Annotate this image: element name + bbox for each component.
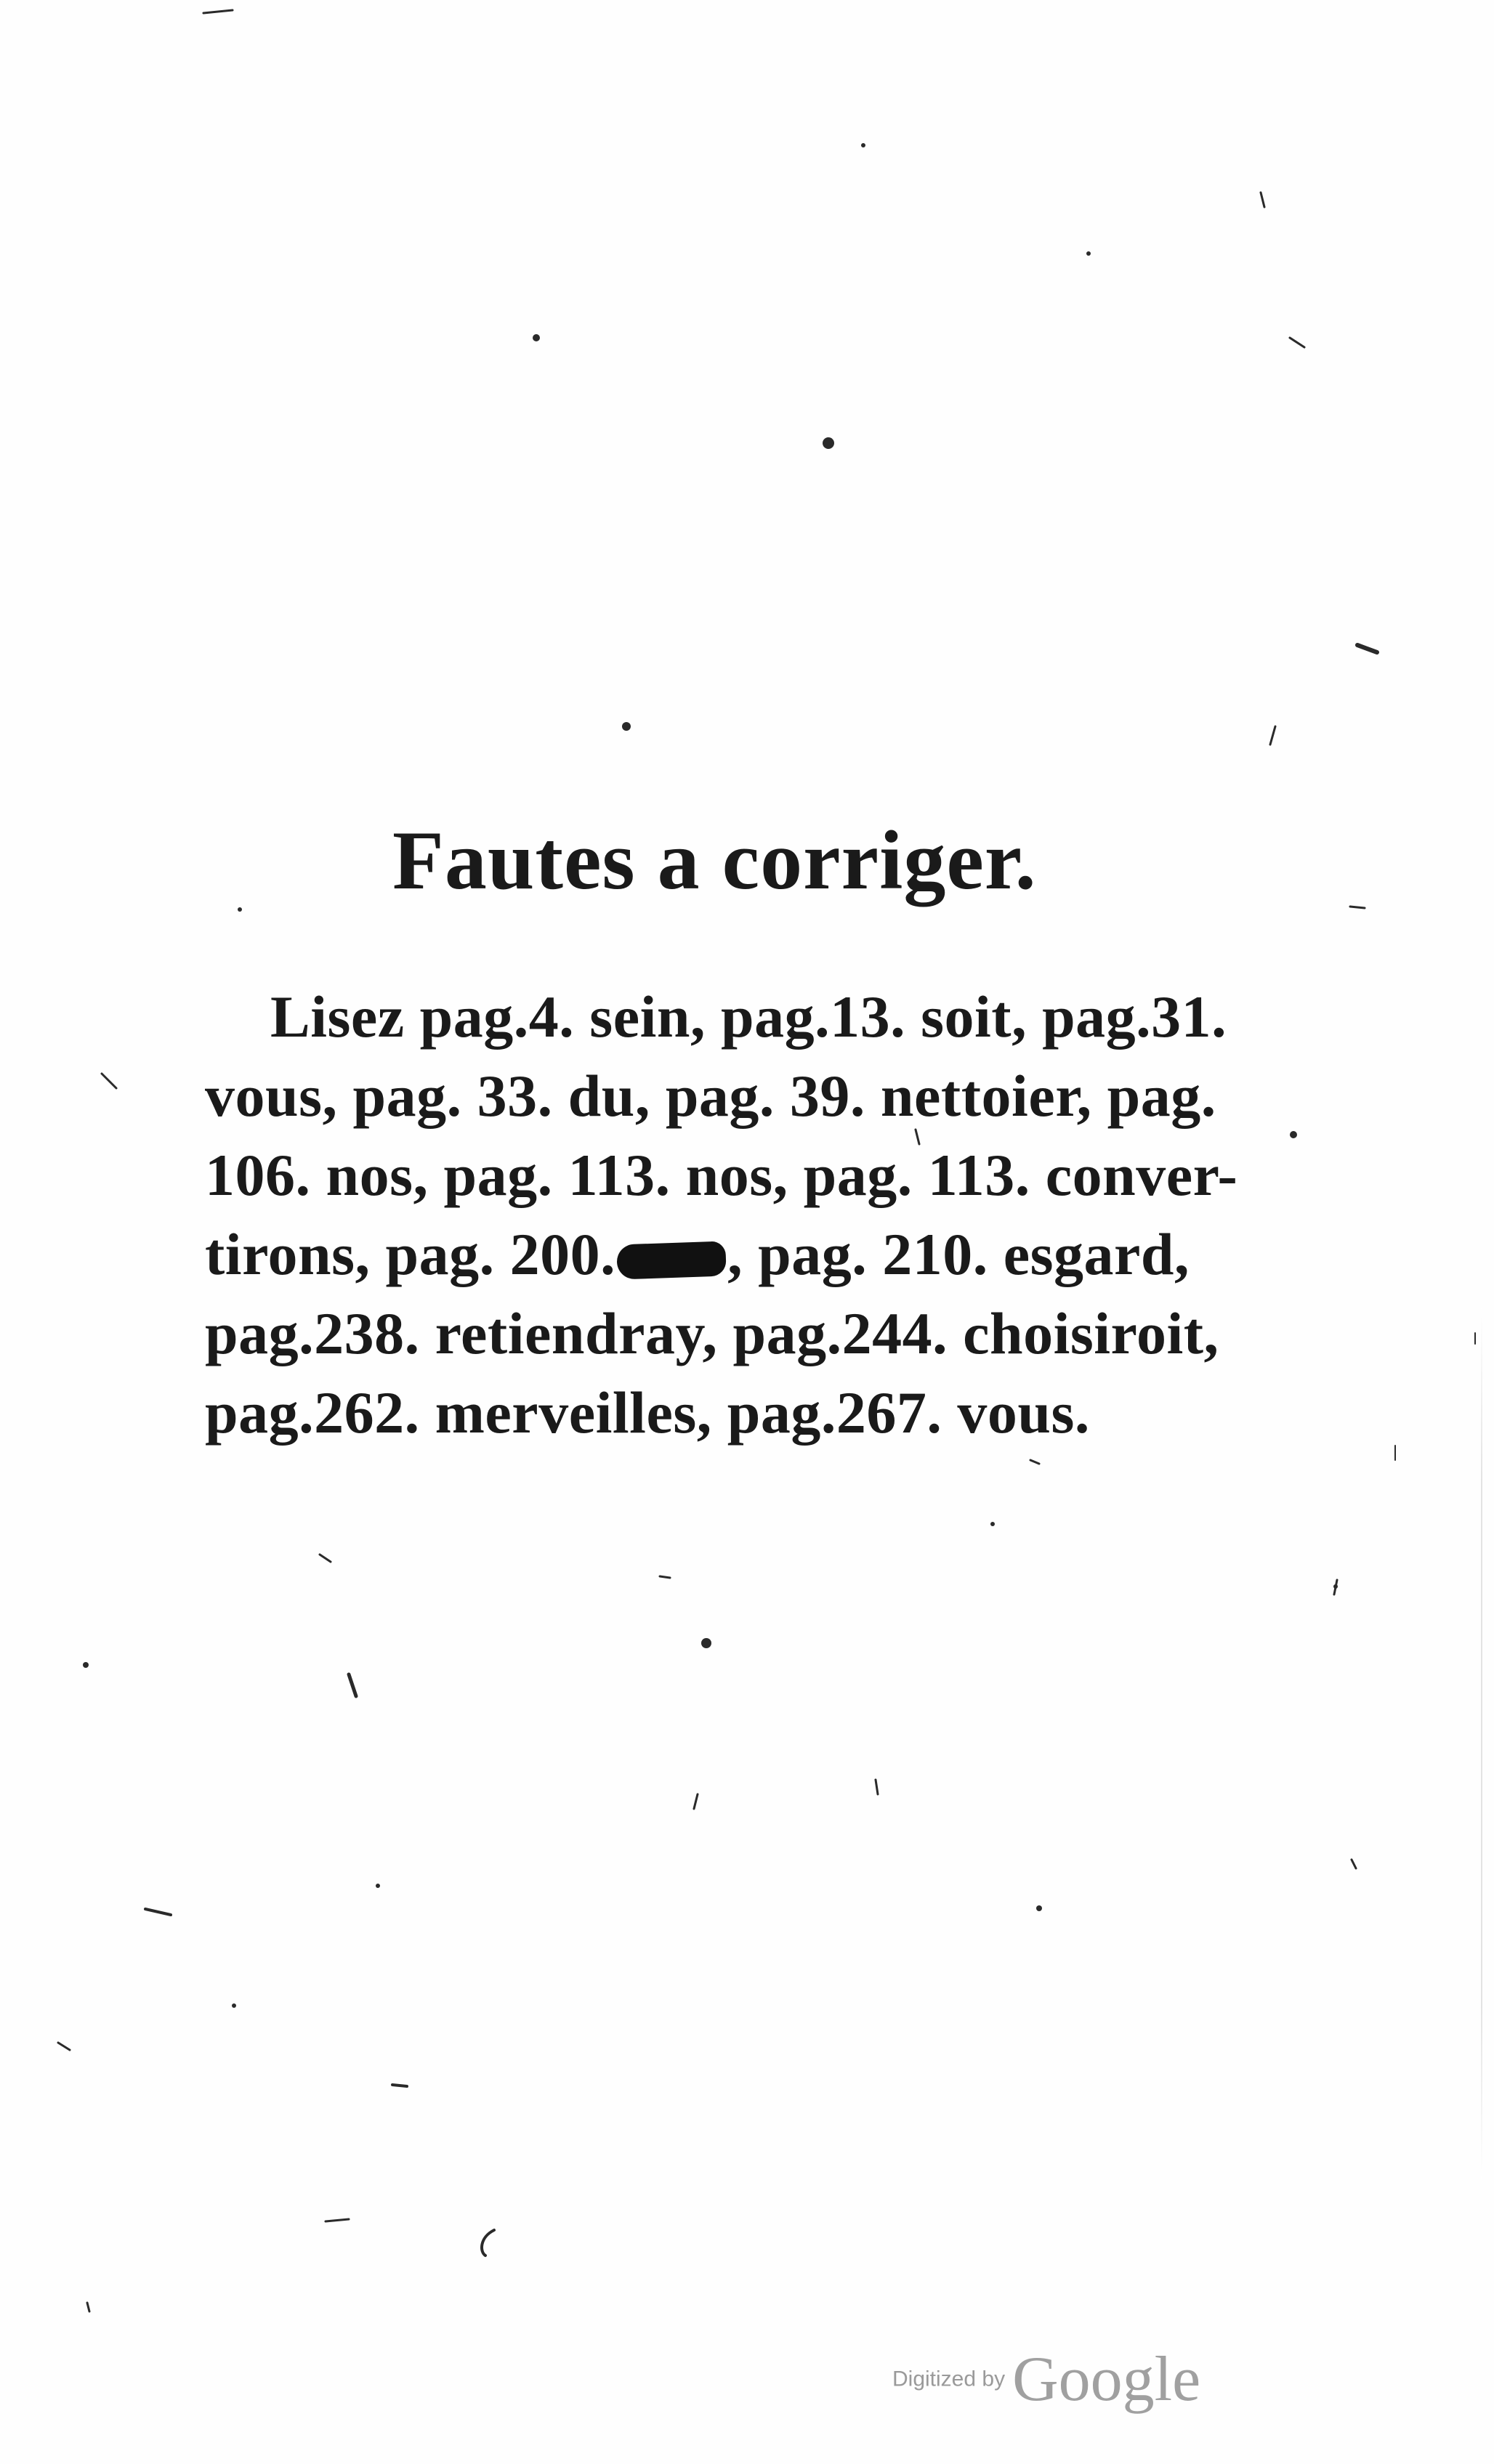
errata-line-prefix: tirons, pag. 200. (205, 1221, 616, 1287)
errata-line-suffix: , pag. 210. esgard, (727, 1221, 1190, 1287)
page-title: Fautes a corriger. (392, 814, 1037, 907)
errata-line: pag.238. retiendray, pag.244. choisiroit, (205, 1300, 1219, 1366)
page-edge-shadow (1481, 1308, 1482, 2179)
digitized-watermark (892, 2343, 1200, 2416)
errata-line: vous, pag. 33. du, pag. 39. nettoier, pag. (205, 1063, 1216, 1129)
errata-line-with-blot (205, 1215, 1251, 1294)
errata-line: 106. nos, pag. 113. nos, pag. 113. conver- (205, 1142, 1238, 1208)
errata-line: Lisez pag.4. sein, pag.13. soit, pag.31. (270, 984, 1227, 1050)
errata-text (205, 977, 1251, 1452)
digitized-by-label: Digitized by (892, 2367, 1006, 2391)
google-logo-text: Google (1012, 2344, 1201, 2415)
ink-blot (616, 1241, 727, 1280)
errata-line: pag.262. merveilles, pag.267. vous. (205, 1379, 1090, 1446)
